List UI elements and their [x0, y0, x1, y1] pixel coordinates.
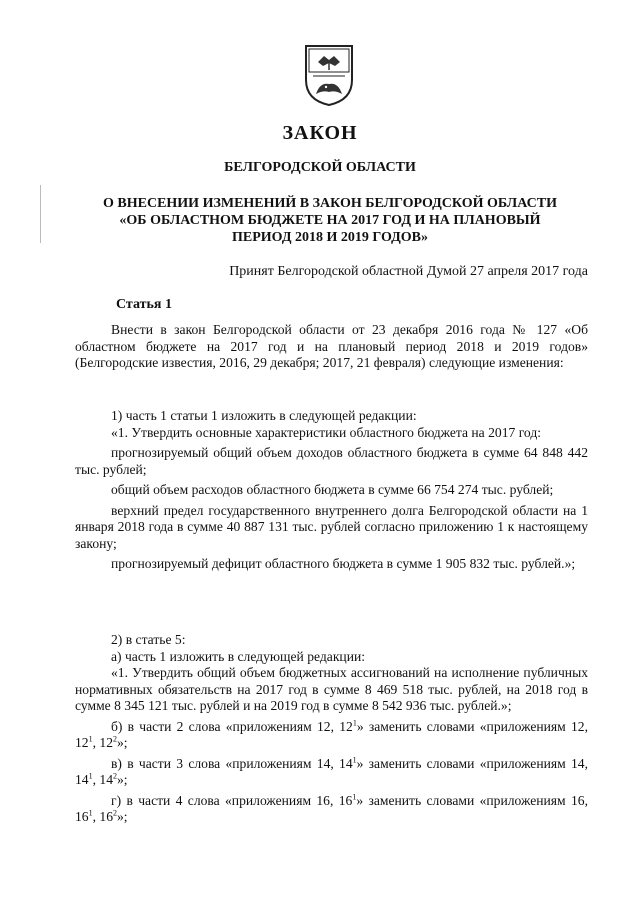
paragraph-part-2	[75, 719, 588, 752]
paragraph-part-3	[75, 756, 588, 789]
text-run: » заменить словами «приложениям 14, 14	[75, 755, 588, 787]
region-heading: БЕЛГОРОДСКОЙ ОБЛАСТИ	[224, 160, 416, 175]
text-run: , 16	[92, 809, 113, 824]
text-run: г) в части 4 слова «приложениям 16, 16	[111, 792, 353, 808]
paragraph: а) часть 1 изложить в следующей редакции:	[111, 648, 366, 664]
paragraph-part-4	[75, 793, 588, 826]
text-run: , 14	[92, 772, 113, 787]
article-heading: Статья 1	[116, 297, 172, 312]
law-title-line-1: О ВНЕСЕНИИ ИЗМЕНЕНИЙ В ЗАКОН БЕЛГОРОДСКОЙ ОБЛАСТИ	[103, 196, 557, 211]
text-run: »;	[116, 772, 128, 787]
paragraph: общий объем расходов областного бюджета в сумме 66 754 274 тыс. рублей;	[111, 482, 554, 497]
paragraph: верхний предел государственного внутреннего долга Белгородской области на 1 января 2018 года в сумме 40 887 131 тыс. рублей согласно приложению 1 к настоящему закону;	[75, 502, 588, 551]
text-run: в) в части 3 слова «приложениям 14, 14	[111, 755, 353, 771]
superscript: 2	[112, 808, 117, 818]
scan-margin-mark	[40, 185, 41, 243]
item-1-block	[75, 408, 588, 573]
superscript: 1	[88, 808, 93, 818]
paragraph: 2) в статье 5:	[111, 632, 186, 647]
paragraph: «1. Утвердить основные характеристики областного бюджета на 2017 год:	[111, 424, 542, 440]
superscript: 1	[88, 734, 93, 744]
law-heading: ЗАКОН	[282, 122, 358, 144]
text-run: б) в части 2 слова «приложениям 12, 12	[111, 718, 353, 734]
law-title-line-2: «ОБ ОБЛАСТНОМ БЮДЖЕТЕ НА 2017 ГОД И НА ПЛАНОВЫЙ	[119, 213, 541, 228]
superscript: 1	[352, 754, 357, 764]
text-run: »;	[116, 809, 128, 824]
law-title-line-3: ПЕРИОД 2018 И 2019 ГОДОВ»	[232, 230, 428, 245]
text-run: , 12	[92, 735, 113, 750]
superscript: 1	[88, 771, 93, 781]
paragraph: Внести в закон Белгородской области от 23 декабря 2016 года № 127 «Об областном бюджете на 2017 год и на плановый период 2018 и 2019 годов» (Белгородские известия, 2016, 29 декабря; 2017, 21 февраля) следующие изменения:	[75, 322, 588, 370]
paragraph: «1. Утвердить общий объем бюджетных ассигнований на исполнение публичных нормативных обязательств на 2017 год в сумме 8 469 518 тыс. рублей, на 2018 год в сумме 8 345 121 тыс. рублей и на 2019 год в сумме 8 542 936 тыс. рублей.»;	[75, 665, 588, 713]
superscript: 1	[352, 717, 357, 727]
paragraph: 1) часть 1 статьи 1 изложить в следующей редакции:	[111, 408, 417, 423]
text-run: » заменить словами «приложениям 12, 12	[75, 718, 588, 750]
paragraph: прогнозируемый общий объем доходов областного бюджета в сумме 64 848 442 тыс. рублей;	[75, 445, 588, 477]
superscript: 2	[112, 771, 117, 781]
text-run: »;	[116, 735, 128, 750]
intro-paragraph	[75, 322, 588, 372]
item-2-block	[75, 632, 588, 826]
superscript: 2	[112, 734, 117, 744]
text-run: » заменить словами «приложениям 16, 16	[75, 792, 588, 824]
law-title	[70, 195, 590, 246]
coat-of-arms-icon	[302, 42, 356, 108]
adoption-note: Принят Белгородской областной Думой 27 апреля 2017 года	[229, 264, 588, 279]
paragraph: прогнозируемый дефицит областного бюджета в сумме 1 905 832 тыс. рублей.»;	[111, 556, 576, 571]
superscript: 1	[352, 791, 357, 801]
